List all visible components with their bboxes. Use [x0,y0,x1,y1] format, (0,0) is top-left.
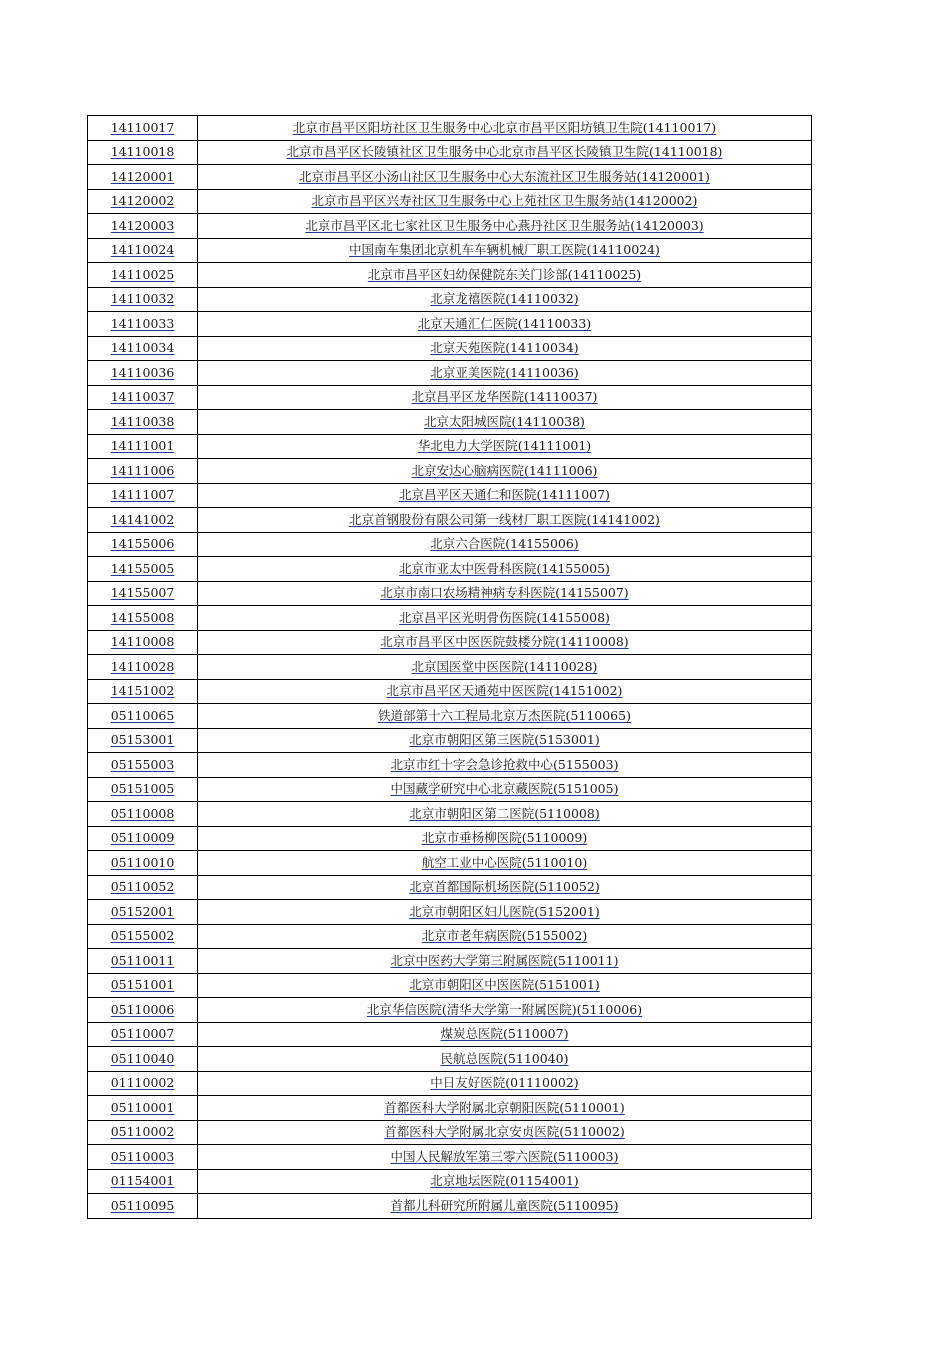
code-cell [88,1194,198,1219]
name-cell [198,557,812,582]
code-cell [88,1022,198,1047]
hospital-name-link[interactable]: 中国南车集团北京机车车辆机械厂职工医院(14110024) [349,242,660,258]
table-row [88,777,812,802]
code-cell [88,1145,198,1170]
hospital-code-link[interactable]: 05110095 [110,1197,175,1213]
table-row [88,508,812,533]
table-row [88,434,812,459]
hospital-name-link[interactable]: 北京昌平区龙华医院(14110037) [411,389,598,405]
name-cell [198,998,812,1023]
code-cell [88,165,198,190]
table-row [88,532,812,557]
hospital-code-link[interactable]: 14110034 [110,340,175,356]
code-cell [88,875,198,900]
table-row [88,214,812,239]
code-cell [88,459,198,484]
hospital-code-link[interactable]: 14151002 [110,683,175,699]
code-cell [88,410,198,435]
hospital-code-link[interactable]: 14120002 [110,193,175,209]
name-cell [198,802,812,827]
table-row [88,385,812,410]
table-row [88,287,812,312]
code-cell [88,900,198,925]
hospital-name-link[interactable]: 北京安达心脑病医院(14111006) [411,462,598,478]
hospital-code-link[interactable]: 14110036 [110,364,175,380]
hospital-name-link[interactable]: 民航总医院(5110040) [440,1050,569,1066]
hospital-code-link[interactable]: 14110032 [110,291,175,307]
name-cell [198,728,812,753]
hospital-name-link[interactable]: 北京市朝阳区第三医院(5153001) [409,732,600,748]
code-cell [88,361,198,386]
hospital-code-link[interactable]: 05110006 [110,1001,175,1017]
hospital-name-link[interactable]: 北京市朝阳区中医医院(5151001) [409,977,600,993]
table-row [88,410,812,435]
hospital-name-link[interactable]: 北京市昌平区兴寿社区卫生服务中心上苑社区卫生服务站(14120002) [311,193,698,209]
name-cell [198,165,812,190]
table-row [88,238,812,263]
hospital-code-link[interactable]: 14110018 [110,144,175,160]
hospital-name-link[interactable]: 北京市南口农场精神病专科医院(14155007) [380,585,629,601]
hospital-code-link[interactable]: 05110065 [110,707,175,723]
table-row [88,998,812,1023]
name-cell [198,826,812,851]
name-cell [198,973,812,998]
name-cell [198,1022,812,1047]
hospital-code-link[interactable]: 05110007 [110,1026,175,1042]
hospital-name-link[interactable]: 北京市朝阳区第二医院(5110008) [409,805,600,821]
hospital-code-link[interactable]: 14120003 [110,217,175,233]
hospital-code-link[interactable]: 14110008 [110,634,175,650]
hospital-name-link[interactable]: 北京市昌平区阳坊社区卫生服务中心北京市昌平区阳坊镇卫生院(14110017) [292,119,717,135]
hospital-code-link[interactable]: 14155006 [110,536,175,552]
code-cell [88,116,198,141]
hospital-code-link[interactable]: 14110017 [110,119,175,135]
code-cell [88,949,198,974]
table-row [88,704,812,729]
hospital-code-link[interactable]: 05151005 [110,781,175,797]
code-cell [88,753,198,778]
hospital-name-link[interactable]: 北京太阳城医院(14110038) [424,413,585,429]
hospital-name-link[interactable]: 北京亚美医院(14110036) [430,364,579,380]
hospital-code-link[interactable]: 05110003 [110,1148,175,1164]
code-cell [88,434,198,459]
name-cell [198,777,812,802]
name-cell [198,1096,812,1121]
hospital-code-link[interactable]: 14110028 [110,658,175,674]
table-row [88,116,812,141]
hospital-code-link[interactable]: 01110002 [110,1075,175,1091]
name-cell [198,1047,812,1072]
hospital-code-link[interactable]: 14120001 [110,168,175,184]
code-cell [88,1096,198,1121]
hospital-name-link[interactable]: 煤炭总医院(5110007) [440,1026,569,1042]
hospital-code-link[interactable]: 14110033 [110,315,175,331]
name-cell [198,1194,812,1219]
hospital-code-link[interactable]: 05110010 [110,854,175,870]
table-row [88,655,812,680]
hospital-name-link[interactable]: 北京市亚太中医骨科医院(14155005) [399,560,610,576]
name-cell [198,287,812,312]
hospital-name-link[interactable]: 北京中医药大学第三附属医院(5110011) [390,952,619,968]
hospital-code-link[interactable]: 05153001 [110,732,175,748]
name-cell [198,116,812,141]
hospital-name-link[interactable]: 中日友好医院(01110002) [430,1075,579,1091]
hospital-name-link[interactable]: 铁道部第十六工程局北京万杰医院(5110065) [378,707,631,723]
code-cell [88,1169,198,1194]
code-cell [88,679,198,704]
code-cell [88,851,198,876]
hospital-name-link[interactable]: 北京昌平区光明骨伤医院(14155008) [399,609,610,625]
table-row [88,1071,812,1096]
name-cell [198,1071,812,1096]
hospital-name-link[interactable]: 北京市垂杨柳医院(5110009) [421,830,588,846]
hospital-name-link[interactable]: 北京华信医院(清华大学第一附属医院)(5110006) [366,1001,643,1017]
name-cell [198,385,812,410]
name-cell [198,410,812,435]
name-cell [198,606,812,631]
table-row [88,900,812,925]
table-row [88,263,812,288]
hospital-code-link[interactable]: 05110008 [110,805,175,821]
code-cell [88,312,198,337]
code-cell [88,238,198,263]
name-cell [198,1145,812,1170]
name-cell [198,630,812,655]
name-cell [198,532,812,557]
hospital-code-link[interactable]: 05110009 [110,830,175,846]
code-cell [88,287,198,312]
hospital-code-link[interactable]: 14155007 [110,585,175,601]
code-cell [88,998,198,1023]
code-cell [88,557,198,582]
hospital-code-link[interactable]: 05110040 [110,1050,175,1066]
table-row [88,606,812,631]
name-cell [198,1169,812,1194]
hospital-code-link[interactable]: 14110024 [110,242,175,258]
code-cell [88,214,198,239]
code-cell [88,1047,198,1072]
hospital-code-link[interactable]: 05110001 [110,1099,175,1115]
table-body [88,116,812,1219]
name-cell [198,581,812,606]
table-row [88,851,812,876]
table-row [88,361,812,386]
table-row [88,459,812,484]
code-cell [88,508,198,533]
code-cell [88,826,198,851]
name-cell [198,336,812,361]
hospital-code-link[interactable]: 14110025 [110,266,175,282]
hospital-name-link[interactable]: 北京市朝阳区妇儿医院(5152001) [409,903,600,919]
hospital-name-link[interactable]: 首都医科大学附属北京安贞医院(5110002) [384,1124,625,1140]
hospital-name-link[interactable]: 北京市昌平区妇幼保健院东关门诊部(14110025) [367,266,642,282]
hospital-code-table [87,115,812,1219]
table-row [88,581,812,606]
code-cell [88,532,198,557]
hospital-name-link[interactable]: 北京六合医院(14155006) [430,536,579,552]
hospital-code-link[interactable]: 05155002 [110,928,175,944]
code-cell [88,1071,198,1096]
table-row [88,1096,812,1121]
name-cell [198,704,812,729]
hospital-code-link[interactable]: 01154001 [110,1173,175,1189]
table-row [88,1169,812,1194]
hospital-code-link[interactable]: 14110038 [110,413,175,429]
table-row [88,1120,812,1145]
table-row [88,189,812,214]
table-row [88,1022,812,1047]
hospital-name-link[interactable]: 首都儿科研究所附属儿童医院(5110095) [390,1197,619,1213]
hospital-code-link[interactable]: 05152001 [110,903,175,919]
hospital-code-link[interactable]: 05110011 [110,952,175,968]
hospital-name-link[interactable]: 北京市昌平区天通苑中医医院(14151002) [386,683,623,699]
table-row [88,336,812,361]
name-cell [198,875,812,900]
hospital-name-link[interactable]: 北京天苑医院(14110034) [430,340,579,356]
hospital-name-link[interactable]: 航空工业中心医院(5110010) [421,854,588,870]
table-row [88,483,812,508]
table-row [88,924,812,949]
name-cell [198,1120,812,1145]
code-cell [88,802,198,827]
table-row [88,753,812,778]
name-cell [198,312,812,337]
name-cell [198,851,812,876]
hospital-code-link[interactable]: 05110002 [110,1124,175,1140]
hospital-name-link[interactable]: 北京地坛医院(01154001) [430,1173,579,1189]
hospital-code-link[interactable]: 14111001 [110,438,175,454]
table-row [88,165,812,190]
hospital-name-link[interactable]: 北京国医堂中医医院(14110028) [411,658,598,674]
table-row [88,1145,812,1170]
hospital-code-link[interactable]: 05155003 [110,756,175,772]
name-cell [198,434,812,459]
hospital-code-link[interactable]: 05110052 [110,879,175,895]
code-cell [88,973,198,998]
table-row [88,875,812,900]
hospital-name-link[interactable]: 北京市昌平区北七家社区卫生服务中心燕丹社区卫生服务站(14120003) [305,217,704,233]
hospital-code-link[interactable]: 14111006 [110,462,175,478]
name-cell [198,679,812,704]
code-cell [88,581,198,606]
table-row [88,728,812,753]
code-cell [88,630,198,655]
name-cell [198,263,812,288]
table-row [88,1047,812,1072]
hospital-name-link[interactable]: 中国人民解放军第三零六医院(5110003) [390,1148,619,1164]
hospital-code-link[interactable]: 14111007 [110,487,175,503]
code-cell [88,655,198,680]
table-row [88,630,812,655]
name-cell [198,189,812,214]
code-cell [88,385,198,410]
name-cell [198,238,812,263]
hospital-name-link[interactable]: 北京天通汇仁医院(14110033) [417,315,592,331]
code-cell [88,140,198,165]
hospital-name-link[interactable]: 首都医科大学附属北京朝阳医院(5110001) [384,1099,625,1115]
name-cell [198,483,812,508]
hospital-code-link[interactable]: 14155008 [110,609,175,625]
code-cell [88,777,198,802]
code-cell [88,924,198,949]
code-cell [88,263,198,288]
table-row [88,1194,812,1219]
name-cell [198,655,812,680]
hospital-code-link[interactable]: 14110037 [110,389,175,405]
table-row [88,312,812,337]
code-cell [88,1120,198,1145]
hospital-code-link[interactable]: 05151001 [110,977,175,993]
hospital-name-link[interactable]: 北京龙禧医院(14110032) [430,291,579,307]
hospital-name-link[interactable]: 北京首都国际机场医院(5110052) [409,879,600,895]
name-cell [198,949,812,974]
hospital-code-link[interactable]: 14155005 [110,560,175,576]
hospital-name-link[interactable]: 北京市昌平区中医医院鼓楼分院(14110008) [380,634,629,650]
table-row [88,973,812,998]
name-cell [198,214,812,239]
code-cell [88,336,198,361]
table-row [88,557,812,582]
hospital-name-link[interactable]: 华北电力大学医院(14111001) [417,438,592,454]
code-cell [88,189,198,214]
name-cell [198,361,812,386]
hospital-name-link[interactable]: 北京市红十字会急诊抢救中心(5155003) [390,756,619,772]
hospital-name-link[interactable]: 中国藏学研究中心北京藏医院(5151005) [390,781,619,797]
table-row [88,949,812,974]
hospital-name-link[interactable]: 北京市昌平区小汤山社区卫生服务中心大东流社区卫生服务站(14120001) [299,168,710,184]
code-cell [88,704,198,729]
hospital-name-link[interactable]: 北京市昌平区长陵镇社区卫生服务中心北京市昌平区长陵镇卫生院(14110018) [286,144,723,160]
hospital-code-link[interactable]: 14141002 [110,511,175,527]
name-cell [198,508,812,533]
table-row [88,826,812,851]
hospital-name-link[interactable]: 北京市老年病医院(5155002) [421,928,588,944]
code-cell [88,606,198,631]
code-cell [88,483,198,508]
table-row [88,802,812,827]
table-row [88,679,812,704]
hospital-name-link[interactable]: 北京首钢股份有限公司第一线材厂职工医院(14141002) [349,511,660,527]
table-row [88,140,812,165]
name-cell [198,924,812,949]
name-cell [198,459,812,484]
code-cell [88,728,198,753]
name-cell [198,753,812,778]
name-cell [198,900,812,925]
name-cell [198,140,812,165]
hospital-name-link[interactable]: 北京昌平区天通仁和医院(14111007) [399,487,610,503]
